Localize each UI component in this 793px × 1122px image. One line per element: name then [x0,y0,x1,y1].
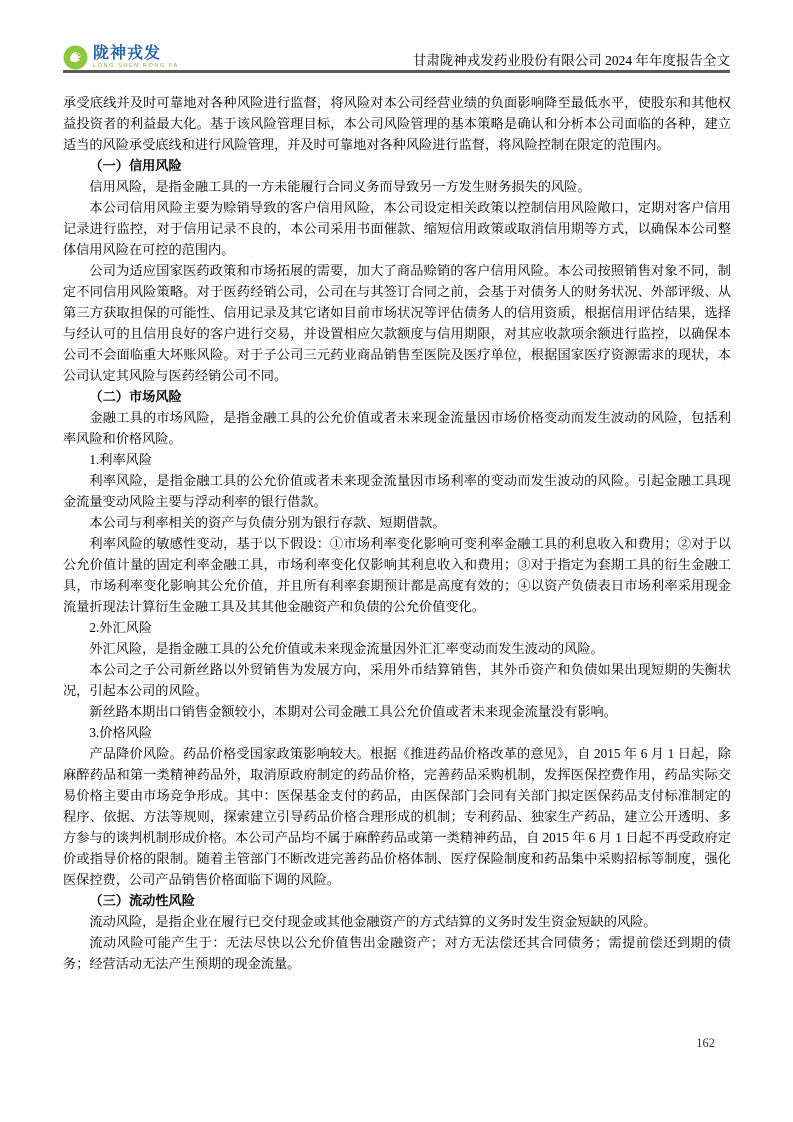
paragraph: 信用风险，是指金融工具的一方未能履行合同义务而导致另一方发生财务损失的风险。 [89,179,591,194]
company-logo-name-en: LONG SHEN RONG FA [93,62,179,69]
section-heading: （三）流动性风险 [89,893,195,908]
page-number: 162 [696,1036,715,1050]
paragraph: 公司为适应国家医药政策和市场拓展的需要，加大了商品赊销的客户信用风险。本公司按照销售对象不同，制定不同信用风险策略。对于医药经销公司，公司在与其签订合同之前，会基于对债务人的财务状况、外部评级、从第三方获取担保的可能性、信用记录及其它诸如目前市场状况等评估债务人的信用资质，根据信用评估结果，选择与经认可的且信用良好的客户进行交易，并设置相应欠款额度与信用期限，对其应收款项余额进行监控，以确保本公司不会面临重大坏账风险。对于子公司三元药业商品销售至医院及医疗单位，根据国家医疗资源需求的现状，本公司认定其风险与医药经销公司不同。 [63,263,731,383]
paragraph: 利率风险，是指金融工具的公允价值或者未来现金流量因市场利率的变动而发生波动的风险。引起金融工具现金流量变动风险主要与浮动利率的银行借款。 [63,473,731,509]
company-logo-icon [63,45,88,70]
paragraph: 承受底线并及时可靠地对各种风险进行监督，将风险对本公司经营业绩的负面影响降至最低水平，使股东和其他权益投资者的利益最大化。基于该风险管理目标，本公司风险管理的基本策略是确认和分析本公司面临的各种，建立适当的风险承受底线和进行风险管理，并及时可靠地对各种风险进行监督，将风险控制在限定的范围内。 [63,95,731,152]
paragraph: 流动风险可能产生于：无法尽快以公允价值售出金融资产；对方无法偿还其合同债务；需提前偿还到期的债务；经营活动无法产生预期的现金流量。 [63,935,731,971]
company-logo-text [93,46,179,70]
paragraph: 本公司与利率相关的资产与负债分别为银行存款、短期借款。 [89,515,446,530]
paragraph: 本公司信用风险主要为赊销导致的客户信用风险，本公司设定相关政策以控制信用风险敞口，定期对客户信用记录进行监控，对于信用记录不良的，本公司采用书面催款、缩短信用政策或取消信用期等方式，以确保本公司整体信用风险在可控的范围内。 [63,200,731,257]
paragraph: 金融工具的市场风险，是指金融工具的公允价值或者未来现金流量因市场价格变动而发生波动的风险，包括利率风险和价格风险。 [63,410,731,446]
paragraph: 新丝路本期出口销售金额较小，本期对公司金融工具公允价值或者未来现金流量没有影响。 [89,704,617,719]
paragraph: 外汇风险，是指金融工具的公允价值或未来现金流量因外汇汇率变动而发生波动的风险。 [89,641,604,656]
paragraph: 产品降价风险。药品价格受国家政策影响较大。根据《推进药品价格改革的意见》，自 2015 年 6 月 1 日起，除麻醉药品和第一类精神药品外，取消原政府制定的药品价格，完善药品采购机制，发挥医保控费作用，药品实际交易价格主要由市场竞争形成。其中：医保基金支付的药品，由医保部门会同有关部门拟定医保药品支付标准制定的程序、依据、方法等规则，探索建立引导药品价格合理形成的机制；专利药品、独家生产药品，建立公开透明、多方参与的谈判机制形成价格。本公司产品均不属于麻醉药品或第一类精神药品，自 2015 年 6 月 1 日起不再受政府定价或指导价格的限制。随着主管部门不断改进完善药品价格体制、医疗保险制度和药品集中采购招标等制度，强化医保控费，公司产品销售价格面临下调的风险。 [63,746,731,887]
paragraph: 流动风险，是指企业在履行已交付现金或其他金融资产的方式结算的义务时发生资金短缺的风险。 [89,914,657,929]
paragraph: 本公司之子公司新丝路以外贸销售为发展方向，采用外币结算销售，其外币资产和负债如果出现短期的失衡状况，引起本公司的风险。 [63,662,731,698]
sub-heading: 1.利率风险 [89,452,153,467]
section-heading: （二）市场风险 [89,389,182,404]
section-heading: （一）信用风险 [89,158,182,173]
header-divider [63,70,730,73]
sub-heading: 3.价格风险 [89,725,153,740]
company-logo [63,45,179,70]
document-body [63,92,731,974]
report-title: 甘肃陇神戎发药业股份有限公司 2024 年年度报告全文 [412,52,730,68]
company-logo-name-cn: 陇神戎发 [93,44,162,62]
page-header [63,42,730,70]
sub-heading: 2.外汇风险 [89,620,153,635]
paragraph: 利率风险的敏感性变动，基于以下假设：①市场利率变化影响可变利率金融工具的利息收入和费用；②对于以公允价值计量的固定利率金融工具，市场利率变化仅影响其利息收入和费用；③对于指定为套期工具的衍生金融工具，市场利率变化影响其公允价值，并且所有利率套期预计都是高度有效的；④以资产负债表日市场利率采用现金流量折现法计算衍生金融工具及其其他金融资产和负债的公允价值变化。 [63,536,731,614]
